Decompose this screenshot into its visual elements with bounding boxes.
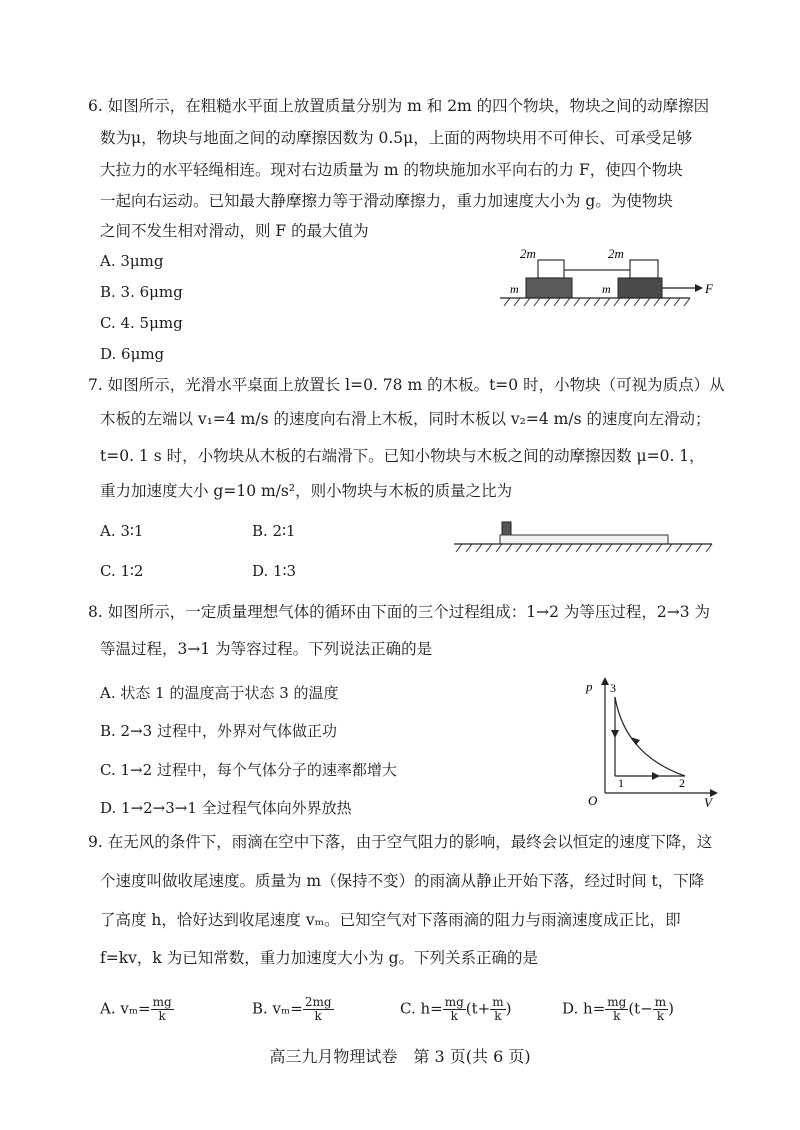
- q7-small-block: [502, 522, 511, 535]
- q6-top-left-block: [538, 260, 564, 278]
- q8-option-c: C. 1→2 过程中，每个气体分子的速率都增大: [100, 761, 397, 779]
- q8-state-2-label: 2: [679, 776, 685, 790]
- q8-option-d: D. 1→2→3→1 全过程气体向外界放热: [100, 799, 352, 817]
- q6-label-bottom-right: m: [602, 282, 611, 296]
- q7-line-2: 木板的左端以 v₁=4 m/s 的速度向右滑上木板，同时木板以 v₂=4 m/s 的速度向左滑动；: [100, 410, 711, 428]
- q9-line-2: 个速度叫做收尾速度。质量为 m（保持不变）的雨滴从静止开始下落，经过时间 t，下降: [100, 872, 705, 890]
- q6-line-2: 数为μ，物块与地面之间的动摩擦因数为 0.5μ，上面的两物块用不可伸长、可承受足够: [100, 129, 693, 147]
- q8-origin-label: O: [588, 793, 598, 808]
- q6-line-3: 大拉力的水平轻绳相连。现对右边质量为 m 的物块施加水平向右的力 F，使四个物块: [100, 161, 683, 179]
- q6-label-bottom-left: m: [510, 282, 519, 296]
- q7-option-c: C. 1∶2: [100, 562, 144, 580]
- q7-board: [500, 535, 668, 544]
- q9-option-a: A. vₘ= $\frac{mg}{k}$: [100, 995, 172, 1023]
- q7-line-3: t=0. 1 s 时，小物块从木板的右端滑下。已知小物块与木板之间的动摩擦因数 μ=0. 1，: [100, 447, 705, 465]
- q6-blocks-figure: [490, 240, 720, 325]
- q6-top-right-block: [630, 260, 658, 278]
- q8-line-1: 8. 如图所示，一定质量理想气体的循环由下面的三个过程组成：1→2 为等压过程，2→3 为: [88, 603, 710, 621]
- q7-option-d: D. 1∶3: [252, 562, 297, 580]
- q6-label-top-right: 2m: [608, 246, 624, 261]
- page-footer: 高三九月物理试卷 第 3 页(共 6 页): [269, 1047, 531, 1066]
- q7-line-1: 7. 如图所示，光滑水平桌面上放置长 l=0. 78 m 的木板。t=0 时，小物块（可视为质点）从: [88, 376, 725, 394]
- q8-pv-diagram: [580, 675, 720, 810]
- q7-option-a: A. 3∶1: [100, 522, 144, 540]
- q6-bottom-right-block: [618, 278, 662, 298]
- q7-line-4: 重力加速度大小 g=10 m/s²，则小物块与木板的质量之比为: [100, 482, 513, 500]
- q9-option-c: C. h= $\frac{mg}{k}$ (t+ $\frac{m}{k}$ ): [400, 995, 512, 1023]
- q7-option-b: B. 2∶1: [252, 522, 296, 540]
- q8-line-2: 等温过程，3→1 为等容过程。下列说法正确的是: [100, 640, 433, 658]
- q6-option-b: B. 3. 6μmg: [100, 283, 183, 301]
- q7-board-figure: [450, 518, 715, 558]
- q6-label-top-left: 2m: [520, 246, 536, 261]
- q6-line-1: 6. 如图所示，在粗糙水平面上放置质量分别为 m 和 2m 的四个物块，物块之间的动摩擦因: [88, 97, 710, 115]
- q8-option-a: A. 状态 1 的温度高于状态 3 的温度: [100, 684, 339, 702]
- q8-process-2-3: [615, 697, 685, 776]
- q6-bottom-left-block: [526, 278, 572, 298]
- q8-state-3-label: 3: [610, 681, 616, 695]
- q8-v-label: V: [704, 795, 712, 810]
- q6-option-c: C. 4. 5μmg: [100, 314, 183, 332]
- q6-option-d: D. 6μmg: [100, 345, 165, 363]
- q9-line-1: 9. 在无风的条件下，雨滴在空中下落，由于空气阻力的影响，最终会以恒定的速度下降，这: [88, 833, 713, 851]
- q9-line-4: f=kv，k 为已知常数，重力加速度大小为 g。下列关系正确的是: [100, 949, 539, 967]
- q6-force-label: F: [705, 281, 713, 296]
- q6-line-5: 之间不发生相对滑动，则 F 的最大值为: [100, 222, 369, 240]
- q8-option-b: B. 2→3 过程中，外界对气体做正功: [100, 722, 337, 740]
- q8-state-1-label: 1: [618, 776, 624, 790]
- q8-p-label: p: [586, 679, 593, 694]
- q6-line-4: 一起向右运动。已知最大静摩擦力等于滑动摩擦力，重力加速度大小为 g。为使物块: [100, 192, 673, 210]
- q9-option-d: D. h= $\frac{mg}{k}$ (t− $\frac{m}{k}$ ): [562, 995, 675, 1023]
- q6-option-a: A. 3μmg: [100, 252, 164, 270]
- q9-option-b: B. vₘ= $\frac{2mg}{k}$: [252, 995, 332, 1023]
- q9-line-3: 了高度 h，恰好达到收尾速度 vₘ。已知空气对下落雨滴的阻力与雨滴速度成正比，即: [100, 911, 681, 929]
